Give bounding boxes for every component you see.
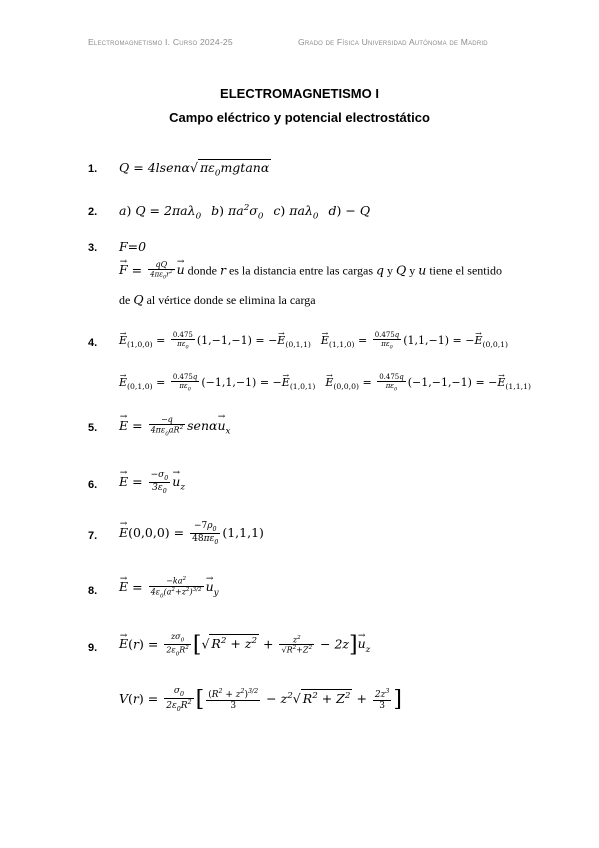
- answer-7: → E(0,0,0) = $\frac{-7\rho_0}{48\pi\varepsilon_0}$ (1,1,1): [119, 521, 264, 546]
- answer-3-line3: de Q al vértice donde se elimina la carga: [119, 292, 316, 307]
- answer-3-text5: tiene el sentido: [426, 263, 502, 278]
- answer-3-text2: es la distancia entre las cargas: [225, 263, 376, 278]
- item-number-4: 4.: [88, 337, 98, 349]
- answer-3-text1: donde: [184, 263, 220, 278]
- answer-3-text3: y: [384, 263, 396, 278]
- answer-3-line1: F=0: [119, 239, 147, 254]
- answer-4-line1: → $E_{(1,0,0)}$ = $\frac{0.475}{\pi\varepsilon_0}$ (1,−1,−1) = −→ $E_{(0,1,1)}\to E_{(1,1,0)}$ = $\frac{0.475q}{\pi\varepsilon_0}$ (1,1,−1) = −→ $E_{(0,0,1)}$: [119, 331, 508, 351]
- answer-3-text4: y: [406, 263, 419, 278]
- item-number-2: 2.: [88, 206, 98, 218]
- item-number-6: 6.: [88, 479, 98, 491]
- answer-9-field: → E(r) = $\frac{z\sigma_0}{2\varepsilon_0R^2}$ [√ $R^2 + z^2$ + $\frac{z^2}{√R^2+Z^2}$ − $2z]\to u_z$: [119, 632, 370, 658]
- header-university: Grado de Física Universidad Autónoma de Madrid: [298, 37, 488, 47]
- answer-3-text7: al vértice donde se elimina la carga: [143, 293, 316, 307]
- answer-6: → E = $\frac{-\sigma_0}{3\varepsilon_0}$ → $u_z$: [119, 470, 185, 495]
- answer-2: a) Q = 2πaλ$_0$ b) $\pi a^2\sigma_0$ c) πaλ$_0$ d) − Q: [119, 203, 371, 222]
- item-number-9: 9.: [88, 642, 98, 654]
- document-title: ELECTROMAGNETISMO I: [220, 86, 379, 101]
- item-number-8: 8.: [88, 585, 98, 597]
- answer-4-line2: → $E_{(0,1,0)}$ = $\frac{0.475q}{\pi\varepsilon_0}$ (−1,1,−1) = −→ $E_{(1,0,1)}\to E_{(0,0,0)}$ = $\frac{0.475q}{\pi\varepsilon_0}$ (−1,−1,−1) = −→ $E_{(1,1,1)}$: [119, 373, 531, 393]
- answer-9-potential: V(r) = $\frac{\sigma_0}{2\varepsilon_0R^2}$ [ $\frac{(R^2 + z^2)^{3/2}}{3}$ − $z^2√$ $R^2 + Z^2$ + $\frac{2z^3}{3}$ ]: [119, 686, 402, 713]
- item-number-3: 3.: [88, 242, 98, 254]
- item-number-5: 5.: [88, 422, 98, 434]
- item-number-7: 7.: [88, 530, 98, 542]
- answer-5: → E = $\frac{-q}{4\pi\varepsilon_0aR^2}$ $sen\alpha\to u_x$: [119, 415, 230, 438]
- answer-3-text6: de: [119, 293, 134, 307]
- item-number-1: 1.: [88, 163, 98, 175]
- answer-3-line2: → F = $\frac{qQ}{4\pi\varepsilon_0r^2}$ → u donde r es la distancia entre las cargas q y Q y u tiene el sentido: [119, 260, 502, 282]
- document-subtitle: Campo eléctrico y potencial electrostático: [169, 110, 430, 125]
- answer-8: → E = $\frac{-ka^2}{4\varepsilon_0(a^2+z^2)^{3/2}}$ → $u_y$: [119, 576, 219, 600]
- header-course: Electromagnetismo I. Curso 2024-25: [88, 37, 233, 47]
- answer-1: Q = 4lsenα√ $\pi\varepsilon_0mgtan\alpha$: [119, 160, 270, 179]
